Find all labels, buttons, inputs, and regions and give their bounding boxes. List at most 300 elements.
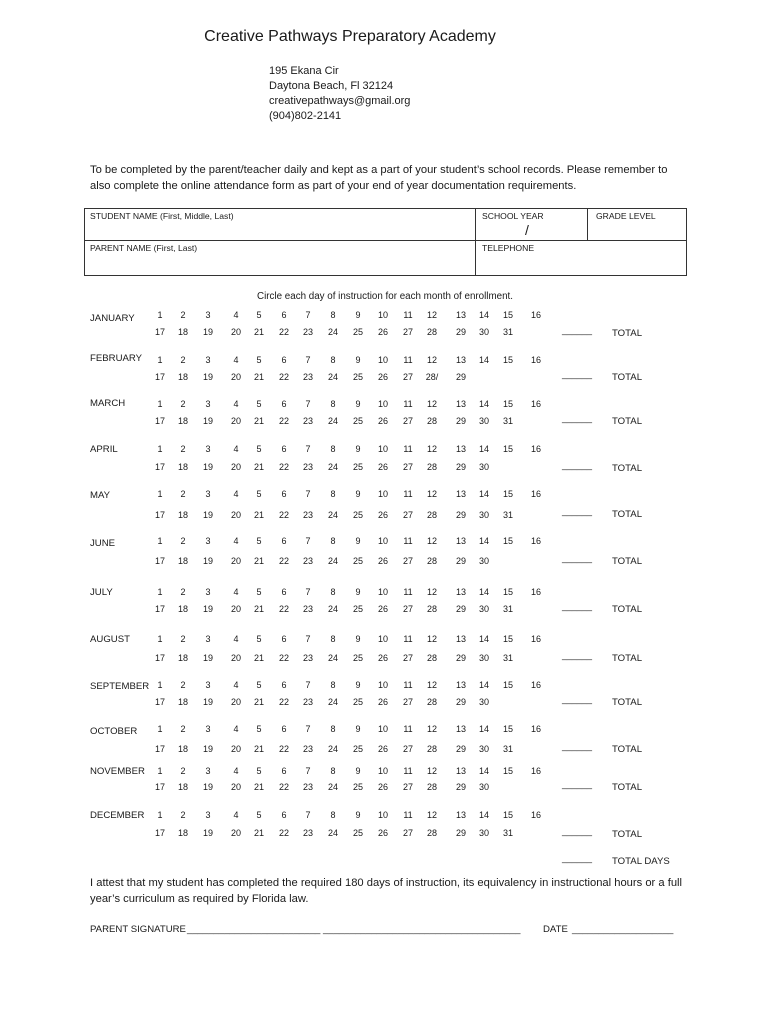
- day-cell[interactable]: 2: [180, 489, 186, 499]
- day-cell[interactable]: 17: [154, 828, 165, 838]
- day-cell[interactable]: 10: [377, 355, 388, 365]
- day-cell[interactable]: 31: [502, 416, 513, 426]
- day-cell[interactable]: 14: [478, 444, 489, 454]
- day-cell[interactable]: 25: [352, 828, 363, 838]
- day-cell[interactable]: 5: [256, 489, 262, 499]
- day-cell[interactable]: 30: [478, 510, 489, 520]
- day-cell[interactable]: 3: [205, 587, 211, 597]
- day-cell[interactable]: 10: [377, 724, 388, 734]
- day-cell[interactable]: 13: [455, 489, 466, 499]
- day-cell[interactable]: 11: [403, 724, 413, 734]
- day-cell[interactable]: 17: [154, 653, 165, 663]
- day-cell[interactable]: 8: [330, 587, 336, 597]
- day-cell[interactable]: 25: [352, 604, 363, 614]
- day-cell[interactable]: 29: [455, 744, 466, 754]
- day-cell[interactable]: 17: [154, 782, 165, 792]
- day-cell[interactable]: 13: [455, 766, 466, 776]
- day-cell[interactable]: 16: [530, 310, 541, 320]
- day-cell[interactable]: 18: [177, 653, 188, 663]
- day-cell[interactable]: 5: [256, 766, 262, 776]
- day-cell[interactable]: 11: [403, 444, 413, 454]
- day-cell[interactable]: 3: [205, 489, 211, 499]
- day-cell[interactable]: 10: [377, 489, 388, 499]
- day-cell[interactable]: 9: [355, 489, 361, 499]
- day-cell[interactable]: 5: [256, 355, 262, 365]
- day-cell[interactable]: 5: [256, 310, 262, 320]
- day-cell[interactable]: 4: [233, 587, 239, 597]
- day-cell[interactable]: 30: [478, 653, 489, 663]
- day-cell[interactable]: 23: [302, 744, 313, 754]
- day-cell[interactable]: 18: [177, 828, 188, 838]
- day-cell[interactable]: 18: [177, 556, 188, 566]
- day-cell[interactable]: 26: [377, 697, 388, 707]
- day-cell[interactable]: 28: [426, 697, 437, 707]
- day-cell[interactable]: 6: [281, 724, 287, 734]
- day-cell[interactable]: 20: [230, 604, 241, 614]
- day-cell[interactable]: 4: [233, 489, 239, 499]
- day-cell[interactable]: 19: [202, 510, 213, 520]
- day-cell[interactable]: 6: [281, 489, 287, 499]
- day-cell[interactable]: 15: [502, 444, 513, 454]
- day-cell[interactable]: 23: [302, 697, 313, 707]
- day-cell[interactable]: 23: [302, 782, 313, 792]
- day-cell[interactable]: 15: [502, 355, 513, 365]
- day-cell[interactable]: 22: [278, 828, 289, 838]
- day-cell[interactable]: 2: [180, 399, 186, 409]
- day-cell[interactable]: 24: [327, 327, 338, 337]
- day-cell[interactable]: 12: [426, 536, 437, 546]
- day-cell[interactable]: 15: [502, 587, 513, 597]
- day-cell[interactable]: 12: [426, 587, 437, 597]
- day-cell[interactable]: 25: [352, 653, 363, 663]
- day-cell[interactable]: 22: [278, 604, 289, 614]
- day-cell[interactable]: 16: [530, 634, 541, 644]
- day-cell[interactable]: 30: [478, 697, 489, 707]
- day-cell[interactable]: 28/: [425, 372, 439, 382]
- day-cell[interactable]: 9: [355, 399, 361, 409]
- day-cell[interactable]: 6: [281, 680, 287, 690]
- day-cell[interactable]: 15: [502, 634, 513, 644]
- day-cell[interactable]: 10: [377, 810, 388, 820]
- day-cell[interactable]: 14: [478, 310, 489, 320]
- day-cell[interactable]: 2: [180, 536, 186, 546]
- day-cell[interactable]: 17: [154, 372, 165, 382]
- day-cell[interactable]: 9: [355, 587, 361, 597]
- date-line[interactable]: ___________________: [572, 924, 674, 935]
- day-cell[interactable]: 12: [426, 766, 437, 776]
- day-cell[interactable]: 7: [305, 724, 311, 734]
- day-cell[interactable]: 27: [402, 744, 413, 754]
- day-cell[interactable]: 2: [180, 766, 186, 776]
- day-cell[interactable]: 21: [253, 416, 264, 426]
- day-cell[interactable]: 28: [426, 782, 437, 792]
- day-cell[interactable]: 31: [502, 653, 513, 663]
- day-cell[interactable]: 26: [377, 556, 388, 566]
- day-cell[interactable]: 16: [530, 355, 541, 365]
- day-cell[interactable]: 18: [177, 744, 188, 754]
- day-cell[interactable]: 9: [355, 310, 361, 320]
- day-cell[interactable]: 9: [355, 634, 361, 644]
- day-cell[interactable]: 25: [352, 782, 363, 792]
- day-cell[interactable]: 13: [455, 587, 466, 597]
- day-cell[interactable]: 17: [154, 510, 165, 520]
- day-cell[interactable]: 21: [253, 744, 264, 754]
- day-cell[interactable]: 14: [478, 680, 489, 690]
- day-cell[interactable]: 24: [327, 828, 338, 838]
- day-cell[interactable]: 30: [478, 744, 489, 754]
- day-cell[interactable]: 10: [377, 587, 388, 597]
- day-cell[interactable]: 1: [157, 444, 163, 454]
- day-cell[interactable]: 20: [230, 556, 241, 566]
- day-cell[interactable]: 7: [305, 310, 311, 320]
- day-cell[interactable]: 21: [253, 828, 264, 838]
- day-cell[interactable]: 24: [327, 744, 338, 754]
- day-cell[interactable]: 24: [327, 556, 338, 566]
- day-cell[interactable]: 12: [426, 810, 437, 820]
- day-cell[interactable]: 8: [330, 810, 336, 820]
- day-cell[interactable]: 25: [352, 697, 363, 707]
- day-cell[interactable]: 13: [455, 444, 466, 454]
- day-cell[interactable]: 6: [281, 355, 287, 365]
- day-cell[interactable]: 15: [502, 310, 513, 320]
- day-cell[interactable]: 16: [530, 680, 541, 690]
- day-cell[interactable]: 7: [305, 810, 311, 820]
- day-cell[interactable]: 8: [330, 634, 336, 644]
- month-total-blank[interactable]: ______: [562, 413, 593, 423]
- day-cell[interactable]: 16: [530, 444, 541, 454]
- day-cell[interactable]: 12: [426, 680, 437, 690]
- total-days-blank[interactable]: ______: [562, 853, 593, 863]
- day-cell[interactable]: 27: [402, 327, 413, 337]
- day-cell[interactable]: 12: [426, 489, 437, 499]
- day-cell[interactable]: 11: [403, 680, 413, 690]
- day-cell[interactable]: 18: [177, 510, 188, 520]
- day-cell[interactable]: 6: [281, 399, 287, 409]
- day-cell[interactable]: 27: [402, 510, 413, 520]
- day-cell[interactable]: 19: [202, 416, 213, 426]
- day-cell[interactable]: 10: [377, 310, 388, 320]
- day-cell[interactable]: 26: [377, 782, 388, 792]
- day-cell[interactable]: 12: [426, 724, 437, 734]
- day-cell[interactable]: 14: [478, 536, 489, 546]
- day-cell[interactable]: 12: [426, 310, 437, 320]
- day-cell[interactable]: 20: [230, 697, 241, 707]
- day-cell[interactable]: 26: [377, 604, 388, 614]
- day-cell[interactable]: 26: [377, 653, 388, 663]
- day-cell[interactable]: 9: [355, 355, 361, 365]
- day-cell[interactable]: 13: [455, 680, 466, 690]
- day-cell[interactable]: 22: [278, 327, 289, 337]
- day-cell[interactable]: 26: [377, 744, 388, 754]
- day-cell[interactable]: 13: [455, 310, 466, 320]
- day-cell[interactable]: 6: [281, 587, 287, 597]
- day-cell[interactable]: 3: [205, 536, 211, 546]
- day-cell[interactable]: 16: [530, 766, 541, 776]
- day-cell[interactable]: 30: [478, 828, 489, 838]
- day-cell[interactable]: 9: [355, 536, 361, 546]
- day-cell[interactable]: 7: [305, 587, 311, 597]
- day-cell[interactable]: 1: [157, 766, 163, 776]
- day-cell[interactable]: 23: [302, 510, 313, 520]
- day-cell[interactable]: 8: [330, 444, 336, 454]
- day-cell[interactable]: 30: [478, 462, 489, 472]
- day-cell[interactable]: 19: [202, 604, 213, 614]
- day-cell[interactable]: 28: [426, 828, 437, 838]
- day-cell[interactable]: 24: [327, 697, 338, 707]
- day-cell[interactable]: 10: [377, 444, 388, 454]
- day-cell[interactable]: 16: [530, 489, 541, 499]
- day-cell[interactable]: 8: [330, 489, 336, 499]
- day-cell[interactable]: 2: [180, 724, 186, 734]
- day-cell[interactable]: 25: [352, 372, 363, 382]
- day-cell[interactable]: 16: [530, 536, 541, 546]
- day-cell[interactable]: 3: [205, 399, 211, 409]
- day-cell[interactable]: 9: [355, 444, 361, 454]
- day-cell[interactable]: 18: [177, 327, 188, 337]
- day-cell[interactable]: 1: [157, 810, 163, 820]
- day-cell[interactable]: 13: [455, 355, 466, 365]
- month-total-blank[interactable]: ______: [562, 369, 593, 379]
- day-cell[interactable]: 21: [253, 510, 264, 520]
- day-cell[interactable]: 29: [455, 653, 466, 663]
- day-cell[interactable]: 26: [377, 510, 388, 520]
- day-cell[interactable]: 25: [352, 462, 363, 472]
- day-cell[interactable]: 1: [157, 724, 163, 734]
- day-cell[interactable]: 29: [455, 828, 466, 838]
- day-cell[interactable]: 14: [478, 587, 489, 597]
- day-cell[interactable]: 29: [455, 556, 466, 566]
- day-cell[interactable]: 17: [154, 462, 165, 472]
- day-cell[interactable]: 22: [278, 462, 289, 472]
- day-cell[interactable]: 27: [402, 372, 413, 382]
- day-cell[interactable]: 13: [455, 536, 466, 546]
- day-cell[interactable]: 27: [402, 416, 413, 426]
- grade-level-field[interactable]: [592, 222, 684, 238]
- day-cell[interactable]: 1: [157, 355, 163, 365]
- day-cell[interactable]: 20: [230, 416, 241, 426]
- day-cell[interactable]: 19: [202, 556, 213, 566]
- day-cell[interactable]: 26: [377, 828, 388, 838]
- day-cell[interactable]: 5: [256, 587, 262, 597]
- day-cell[interactable]: 15: [502, 489, 513, 499]
- day-cell[interactable]: 18: [177, 604, 188, 614]
- day-cell[interactable]: 3: [205, 724, 211, 734]
- day-cell[interactable]: 25: [352, 744, 363, 754]
- day-cell[interactable]: 6: [281, 536, 287, 546]
- day-cell[interactable]: 27: [402, 782, 413, 792]
- day-cell[interactable]: 1: [157, 680, 163, 690]
- day-cell[interactable]: 11: [403, 355, 413, 365]
- day-cell[interactable]: 20: [230, 653, 241, 663]
- day-cell[interactable]: 23: [302, 556, 313, 566]
- day-cell[interactable]: 26: [377, 327, 388, 337]
- day-cell[interactable]: 27: [402, 653, 413, 663]
- day-cell[interactable]: 28: [426, 744, 437, 754]
- day-cell[interactable]: 25: [352, 327, 363, 337]
- day-cell[interactable]: 28: [426, 510, 437, 520]
- day-cell[interactable]: 8: [330, 536, 336, 546]
- day-cell[interactable]: 2: [180, 310, 186, 320]
- day-cell[interactable]: 11: [403, 766, 413, 776]
- day-cell[interactable]: 6: [281, 766, 287, 776]
- day-cell[interactable]: 15: [502, 399, 513, 409]
- day-cell[interactable]: 17: [154, 556, 165, 566]
- day-cell[interactable]: 10: [377, 399, 388, 409]
- month-total-blank[interactable]: ______: [562, 460, 593, 470]
- day-cell[interactable]: 21: [253, 697, 264, 707]
- day-cell[interactable]: 23: [302, 604, 313, 614]
- month-total-blank[interactable]: ______: [562, 779, 593, 789]
- day-cell[interactable]: 20: [230, 510, 241, 520]
- day-cell[interactable]: 24: [327, 372, 338, 382]
- day-cell[interactable]: 10: [377, 680, 388, 690]
- month-total-blank[interactable]: ______: [562, 650, 593, 660]
- day-cell[interactable]: 21: [253, 556, 264, 566]
- day-cell[interactable]: 15: [502, 536, 513, 546]
- day-cell[interactable]: 1: [157, 536, 163, 546]
- day-cell[interactable]: 17: [154, 697, 165, 707]
- day-cell[interactable]: 22: [278, 372, 289, 382]
- day-cell[interactable]: 24: [327, 782, 338, 792]
- day-cell[interactable]: 23: [302, 828, 313, 838]
- day-cell[interactable]: 23: [302, 653, 313, 663]
- day-cell[interactable]: 18: [177, 697, 188, 707]
- day-cell[interactable]: 5: [256, 399, 262, 409]
- day-cell[interactable]: 30: [478, 604, 489, 614]
- day-cell[interactable]: 22: [278, 416, 289, 426]
- day-cell[interactable]: 6: [281, 444, 287, 454]
- day-cell[interactable]: 29: [455, 416, 466, 426]
- day-cell[interactable]: 7: [305, 355, 311, 365]
- day-cell[interactable]: 25: [352, 556, 363, 566]
- day-cell[interactable]: 16: [530, 587, 541, 597]
- day-cell[interactable]: 18: [177, 416, 188, 426]
- day-cell[interactable]: 20: [230, 828, 241, 838]
- day-cell[interactable]: 27: [402, 828, 413, 838]
- day-cell[interactable]: 14: [478, 766, 489, 776]
- day-cell[interactable]: 10: [377, 634, 388, 644]
- day-cell[interactable]: 18: [177, 372, 188, 382]
- day-cell[interactable]: 4: [233, 444, 239, 454]
- day-cell[interactable]: 20: [230, 782, 241, 792]
- day-cell[interactable]: 16: [530, 810, 541, 820]
- day-cell[interactable]: 11: [403, 634, 413, 644]
- school-year-field[interactable]: [480, 222, 584, 238]
- day-cell[interactable]: 22: [278, 510, 289, 520]
- day-cell[interactable]: 6: [281, 634, 287, 644]
- day-cell[interactable]: 25: [352, 416, 363, 426]
- day-cell[interactable]: 2: [180, 587, 186, 597]
- day-cell[interactable]: 28: [426, 604, 437, 614]
- day-cell[interactable]: 14: [478, 810, 489, 820]
- day-cell[interactable]: 19: [202, 372, 213, 382]
- day-cell[interactable]: 4: [233, 399, 239, 409]
- month-total-blank[interactable]: ______: [562, 741, 593, 751]
- day-cell[interactable]: 7: [305, 634, 311, 644]
- day-cell[interactable]: 12: [426, 355, 437, 365]
- day-cell[interactable]: 29: [455, 327, 466, 337]
- day-cell[interactable]: 28: [426, 416, 437, 426]
- day-cell[interactable]: 5: [256, 724, 262, 734]
- day-cell[interactable]: 22: [278, 653, 289, 663]
- day-cell[interactable]: 8: [330, 680, 336, 690]
- day-cell[interactable]: 18: [177, 782, 188, 792]
- day-cell[interactable]: 11: [403, 399, 413, 409]
- day-cell[interactable]: 16: [530, 399, 541, 409]
- day-cell[interactable]: 15: [502, 680, 513, 690]
- day-cell[interactable]: 30: [478, 782, 489, 792]
- day-cell[interactable]: 8: [330, 724, 336, 734]
- day-cell[interactable]: 21: [253, 653, 264, 663]
- day-cell[interactable]: 8: [330, 766, 336, 776]
- day-cell[interactable]: 31: [502, 828, 513, 838]
- day-cell[interactable]: 19: [202, 744, 213, 754]
- day-cell[interactable]: 21: [253, 327, 264, 337]
- day-cell[interactable]: 3: [205, 444, 211, 454]
- day-cell[interactable]: 18: [177, 462, 188, 472]
- day-cell[interactable]: 10: [377, 536, 388, 546]
- day-cell[interactable]: 5: [256, 680, 262, 690]
- day-cell[interactable]: 14: [478, 399, 489, 409]
- month-total-blank[interactable]: ______: [562, 694, 593, 704]
- day-cell[interactable]: 20: [230, 372, 241, 382]
- day-cell[interactable]: 31: [502, 604, 513, 614]
- day-cell[interactable]: 2: [180, 680, 186, 690]
- day-cell[interactable]: 30: [478, 556, 489, 566]
- day-cell[interactable]: 15: [502, 810, 513, 820]
- day-cell[interactable]: 19: [202, 828, 213, 838]
- day-cell[interactable]: 2: [180, 355, 186, 365]
- day-cell[interactable]: 9: [355, 724, 361, 734]
- day-cell[interactable]: 17: [154, 416, 165, 426]
- day-cell[interactable]: 4: [233, 310, 239, 320]
- day-cell[interactable]: 8: [330, 310, 336, 320]
- day-cell[interactable]: 12: [426, 444, 437, 454]
- day-cell[interactable]: 19: [202, 697, 213, 707]
- day-cell[interactable]: 1: [157, 489, 163, 499]
- day-cell[interactable]: 14: [478, 489, 489, 499]
- day-cell[interactable]: 24: [327, 462, 338, 472]
- day-cell[interactable]: 20: [230, 744, 241, 754]
- month-total-blank[interactable]: ______: [562, 325, 593, 335]
- day-cell[interactable]: 6: [281, 310, 287, 320]
- day-cell[interactable]: 29: [455, 510, 466, 520]
- student-name-field[interactable]: [90, 222, 470, 238]
- day-cell[interactable]: 13: [455, 724, 466, 734]
- day-cell[interactable]: 26: [377, 462, 388, 472]
- day-cell[interactable]: 29: [455, 462, 466, 472]
- day-cell[interactable]: 19: [202, 327, 213, 337]
- day-cell[interactable]: 14: [478, 724, 489, 734]
- day-cell[interactable]: 22: [278, 744, 289, 754]
- day-cell[interactable]: 11: [403, 489, 413, 499]
- day-cell[interactable]: 23: [302, 416, 313, 426]
- day-cell[interactable]: 3: [205, 310, 211, 320]
- day-cell[interactable]: 28: [426, 327, 437, 337]
- day-cell[interactable]: 27: [402, 556, 413, 566]
- day-cell[interactable]: 11: [403, 810, 413, 820]
- day-cell[interactable]: 9: [355, 766, 361, 776]
- day-cell[interactable]: 4: [233, 536, 239, 546]
- day-cell[interactable]: 4: [233, 810, 239, 820]
- day-cell[interactable]: 23: [302, 327, 313, 337]
- day-cell[interactable]: 9: [355, 810, 361, 820]
- day-cell[interactable]: 5: [256, 444, 262, 454]
- day-cell[interactable]: 1: [157, 634, 163, 644]
- day-cell[interactable]: 1: [157, 310, 163, 320]
- day-cell[interactable]: 6: [281, 810, 287, 820]
- day-cell[interactable]: 24: [327, 604, 338, 614]
